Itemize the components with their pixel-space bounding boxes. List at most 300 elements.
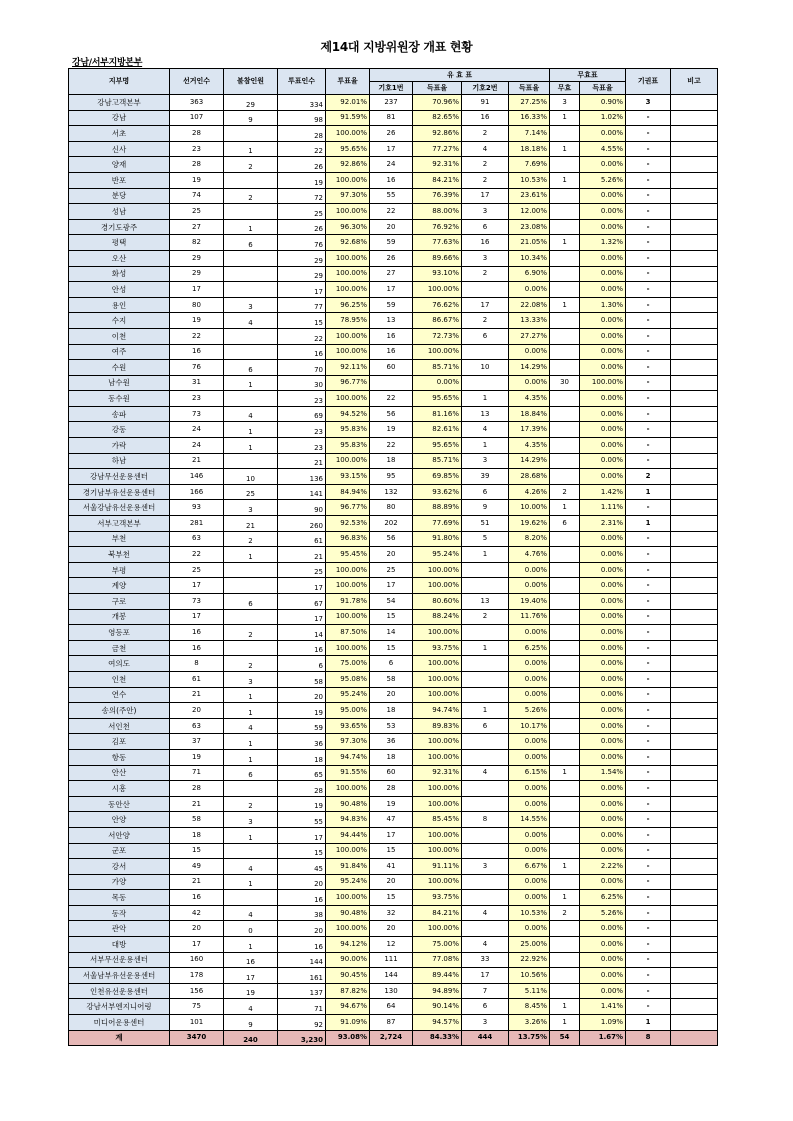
table-row (69, 328, 718, 344)
cell-c1-votes: 17 (370, 578, 413, 594)
cell-abstain: 3 (626, 95, 671, 111)
cell-invalid-rate: 0.00% (580, 734, 626, 750)
cell-invalid-rate: 0.00% (580, 547, 626, 563)
cell-voters: 136 (278, 469, 326, 485)
cell-voters: 16 (278, 344, 326, 360)
cell-note (671, 95, 718, 111)
cell-c2-votes: 17 (462, 297, 509, 313)
cell-invalid-votes (550, 547, 580, 563)
cell-invalid-rate: 2.22% (580, 859, 626, 875)
cell-electors: 18 (170, 827, 224, 843)
cell-absent: 17 (224, 968, 278, 984)
cell-invalid-rate: 0.00% (580, 453, 626, 469)
cell-c1-votes: 26 (370, 250, 413, 266)
cell-c2-votes: 1 (462, 640, 509, 656)
cell-branch-name: 안산 (69, 765, 170, 781)
cell-note (671, 1030, 718, 1046)
cell-invalid-rate: 0.00% (580, 157, 626, 173)
cell-electors: 73 (170, 406, 224, 422)
cell-c1-rate: 84.21% (413, 172, 462, 188)
cell-c2-rate: 10.53% (509, 905, 550, 921)
table-row (69, 188, 718, 204)
cell-electors: 15 (170, 843, 224, 859)
cell-c2-rate: 0.00% (509, 843, 550, 859)
cell-c1-votes: 16 (370, 328, 413, 344)
cell-abstain: - (626, 360, 671, 376)
cell-invalid-votes: 1 (550, 859, 580, 875)
cell-abstain: - (626, 671, 671, 687)
cell-voters: 61 (278, 531, 326, 547)
cell-voters: 55 (278, 812, 326, 828)
cell-note (671, 812, 718, 828)
cell-invalid-votes (550, 188, 580, 204)
cell-c1-votes: 24 (370, 157, 413, 173)
cell-electors: 28 (170, 781, 224, 797)
header-absent: 불참인원 (224, 69, 278, 95)
cell-electors: 166 (170, 484, 224, 500)
cell-invalid-rate: 1.32% (580, 235, 626, 251)
cell-c2-votes: 3 (462, 1015, 509, 1031)
cell-invalid-rate: 0.00% (580, 781, 626, 797)
cell-note (671, 297, 718, 313)
cell-invalid-rate: 0.00% (580, 406, 626, 422)
cell-abstain: - (626, 921, 671, 937)
cell-abstain: - (626, 594, 671, 610)
cell-invalid-votes (550, 157, 580, 173)
cell-invalid-rate: 0.00% (580, 391, 626, 407)
cell-note (671, 484, 718, 500)
cell-voters: 20 (278, 687, 326, 703)
cell-abstain: - (626, 609, 671, 625)
cell-invalid-rate: 1.30% (580, 297, 626, 313)
cell-electors: 29 (170, 250, 224, 266)
cell-c2-votes (462, 796, 509, 812)
cell-voters: 30 (278, 375, 326, 391)
cell-branch-name: 연수 (69, 687, 170, 703)
cell-abstain: - (626, 406, 671, 422)
cell-note (671, 406, 718, 422)
cell-c1-rate: 86.67% (413, 313, 462, 329)
cell-abstain: - (626, 438, 671, 454)
cell-turnout: 91.59% (326, 110, 370, 126)
table-row (69, 126, 718, 142)
cell-c2-rate: 27.25% (509, 95, 550, 111)
cell-c1-rate: 100.00% (413, 656, 462, 672)
table-row (69, 344, 718, 360)
cell-abstain: - (626, 328, 671, 344)
cell-c1-votes: 19 (370, 796, 413, 812)
cell-invalid-votes: 1 (550, 765, 580, 781)
cell-voters: 15 (278, 843, 326, 859)
table-row (69, 438, 718, 454)
cell-branch-name: 미디어운용센터 (69, 1015, 170, 1031)
cell-c1-rate: 93.75% (413, 890, 462, 906)
table-row (69, 157, 718, 173)
cell-electors: 49 (170, 859, 224, 875)
cell-invalid-votes (550, 952, 580, 968)
cell-c2-votes: 4 (462, 422, 509, 438)
cell-invalid-votes (550, 734, 580, 750)
cell-voters: 28 (278, 126, 326, 142)
cell-voters: 260 (278, 516, 326, 532)
table-row (69, 235, 718, 251)
cell-electors: 178 (170, 968, 224, 984)
cell-abstain: 1 (626, 484, 671, 500)
cell-c1-votes: 95 (370, 469, 413, 485)
cell-branch-name: 서초 (69, 126, 170, 142)
cell-electors: 42 (170, 905, 224, 921)
cell-branch-name: 계양 (69, 578, 170, 594)
cell-c2-votes: 1 (462, 547, 509, 563)
cell-electors: 93 (170, 500, 224, 516)
cell-branch-name: 계 (69, 1030, 170, 1046)
cell-abstain: - (626, 874, 671, 890)
cell-c1-votes: 80 (370, 500, 413, 516)
header-turnout: 투표율 (326, 69, 370, 95)
cell-c2-votes: 4 (462, 937, 509, 953)
cell-invalid-rate: 4.55% (580, 141, 626, 157)
cell-c1-rate: 100.00% (413, 344, 462, 360)
cell-absent: 3 (224, 297, 278, 313)
cell-c2-rate: 0.00% (509, 921, 550, 937)
cell-voters: 16 (278, 640, 326, 656)
cell-c2-rate: 0.00% (509, 749, 550, 765)
cell-abstain: - (626, 687, 671, 703)
cell-c1-votes: 87 (370, 1015, 413, 1031)
cell-c1-votes: 22 (370, 204, 413, 220)
cell-branch-name: 시흥 (69, 781, 170, 797)
cell-invalid-votes (550, 687, 580, 703)
cell-abstain: 1 (626, 516, 671, 532)
table-row (69, 219, 718, 235)
cell-abstain: 2 (626, 469, 671, 485)
cell-c1-rate: 91.80% (413, 531, 462, 547)
table-row (69, 110, 718, 126)
cell-abstain: - (626, 172, 671, 188)
cell-c1-votes: 17 (370, 827, 413, 843)
cell-abstain: - (626, 297, 671, 313)
cell-absent: 3 (224, 671, 278, 687)
cell-c1-votes: 17 (370, 141, 413, 157)
cell-abstain: - (626, 422, 671, 438)
cell-voters: 67 (278, 594, 326, 610)
cell-absent (224, 172, 278, 188)
cell-turnout: 95.83% (326, 422, 370, 438)
cell-absent (224, 562, 278, 578)
cell-c1-rate: 0.00% (413, 375, 462, 391)
cell-abstain: - (626, 531, 671, 547)
cell-voters: 6 (278, 656, 326, 672)
cell-invalid-rate: 0.00% (580, 656, 626, 672)
cell-note (671, 157, 718, 173)
cell-turnout: 95.24% (326, 874, 370, 890)
cell-absent: 21 (224, 516, 278, 532)
cell-c1-rate: 77.69% (413, 516, 462, 532)
cell-branch-name: 이천 (69, 328, 170, 344)
cell-invalid-votes: 2 (550, 905, 580, 921)
table-row (69, 968, 718, 984)
table-row (69, 812, 718, 828)
cell-absent (224, 640, 278, 656)
cell-abstain: 8 (626, 1030, 671, 1046)
cell-note (671, 204, 718, 220)
cell-invalid-rate: 0.00% (580, 469, 626, 485)
cell-absent (224, 204, 278, 220)
cell-c1-votes: 32 (370, 905, 413, 921)
cell-note (671, 749, 718, 765)
cell-invalid-rate: 0.00% (580, 282, 626, 298)
cell-electors: 31 (170, 375, 224, 391)
cell-c2-votes: 1 (462, 391, 509, 407)
table-row (69, 781, 718, 797)
cell-absent: 19 (224, 983, 278, 999)
cell-branch-name: 대방 (69, 937, 170, 953)
cell-abstain: - (626, 250, 671, 266)
cell-c1-rate: 95.65% (413, 438, 462, 454)
table-row (69, 640, 718, 656)
cell-c1-rate: 88.24% (413, 609, 462, 625)
cell-voters: 14 (278, 625, 326, 641)
cell-c2-votes (462, 874, 509, 890)
cell-abstain: - (626, 500, 671, 516)
cell-invalid-rate: 1.67% (580, 1030, 626, 1046)
cell-invalid-rate: 0.00% (580, 749, 626, 765)
cell-invalid-rate: 0.00% (580, 703, 626, 719)
cell-note (671, 859, 718, 875)
table-row (69, 516, 718, 532)
table-row (69, 422, 718, 438)
table-row (69, 703, 718, 719)
cell-c1-rate: 100.00% (413, 921, 462, 937)
cell-turnout: 96.83% (326, 531, 370, 547)
cell-voters: 38 (278, 905, 326, 921)
cell-electors: 22 (170, 328, 224, 344)
cell-invalid-rate: 0.00% (580, 188, 626, 204)
cell-c1-rate: 76.92% (413, 219, 462, 235)
cell-turnout: 87.50% (326, 625, 370, 641)
cell-c2-rate: 19.40% (509, 594, 550, 610)
cell-electors: 19 (170, 313, 224, 329)
table-row (69, 687, 718, 703)
cell-abstain: - (626, 453, 671, 469)
cell-c1-rate: 85.71% (413, 360, 462, 376)
cell-c1-votes: 17 (370, 282, 413, 298)
cell-turnout: 100.00% (326, 250, 370, 266)
cell-voters: 22 (278, 328, 326, 344)
cell-c1-rate: 100.00% (413, 734, 462, 750)
cell-invalid-votes (550, 671, 580, 687)
cell-c1-votes: 19 (370, 422, 413, 438)
cell-branch-name: 강남서부엔지니어링 (69, 999, 170, 1015)
cell-invalid-votes (550, 968, 580, 984)
cell-c2-votes (462, 749, 509, 765)
cell-abstain: - (626, 734, 671, 750)
cell-c2-rate: 28.68% (509, 469, 550, 485)
cell-electors: 28 (170, 126, 224, 142)
cell-invalid-votes (550, 313, 580, 329)
cell-c1-votes: 60 (370, 360, 413, 376)
cell-abstain: - (626, 890, 671, 906)
cell-branch-name: 군포 (69, 843, 170, 859)
table-body (69, 95, 718, 1046)
cell-invalid-votes (550, 126, 580, 142)
table-row (69, 937, 718, 953)
cell-invalid-rate: 0.00% (580, 983, 626, 999)
cell-branch-name: 부평 (69, 562, 170, 578)
cell-invalid-rate: 0.00% (580, 531, 626, 547)
cell-electors: 20 (170, 703, 224, 719)
cell-c1-rate: 82.65% (413, 110, 462, 126)
cell-c2-rate: 4.35% (509, 391, 550, 407)
cell-c1-votes: 111 (370, 952, 413, 968)
cell-electors: 16 (170, 344, 224, 360)
cell-c1-votes: 13 (370, 313, 413, 329)
cell-electors: 71 (170, 765, 224, 781)
cell-voters: 65 (278, 765, 326, 781)
cell-abstain: - (626, 703, 671, 719)
table-row (69, 765, 718, 781)
cell-invalid-rate: 0.00% (580, 328, 626, 344)
cell-voters: 98 (278, 110, 326, 126)
cell-c2-votes (462, 687, 509, 703)
table-row (69, 406, 718, 422)
cell-absent (224, 126, 278, 142)
cell-c1-rate: 94.57% (413, 1015, 462, 1031)
cell-note (671, 687, 718, 703)
cell-invalid-votes (550, 921, 580, 937)
cell-c1-rate: 76.39% (413, 188, 462, 204)
cell-invalid-rate: 1.54% (580, 765, 626, 781)
cell-voters: 36 (278, 734, 326, 750)
cell-invalid-votes (550, 656, 580, 672)
table-row (69, 796, 718, 812)
cell-c1-rate: 95.24% (413, 547, 462, 563)
cell-turnout: 94.83% (326, 812, 370, 828)
cell-c2-votes: 3 (462, 250, 509, 266)
cell-invalid-rate: 0.00% (580, 827, 626, 843)
cell-absent (224, 578, 278, 594)
cell-c2-rate: 0.00% (509, 781, 550, 797)
cell-invalid-rate: 0.00% (580, 937, 626, 953)
cell-c2-rate: 12.00% (509, 204, 550, 220)
cell-c2-rate: 21.05% (509, 235, 550, 251)
cell-c1-rate: 95.65% (413, 391, 462, 407)
cell-abstain: - (626, 765, 671, 781)
cell-absent: 1 (224, 547, 278, 563)
table-row (69, 827, 718, 843)
cell-voters: 19 (278, 172, 326, 188)
cell-note (671, 235, 718, 251)
header-c1-rate: 득표율 (413, 82, 462, 95)
cell-c1-votes: 20 (370, 874, 413, 890)
cell-invalid-votes (550, 625, 580, 641)
cell-c2-rate: 5.11% (509, 983, 550, 999)
cell-electors: 22 (170, 547, 224, 563)
cell-turnout: 90.45% (326, 968, 370, 984)
cell-note (671, 874, 718, 890)
cell-invalid-rate: 0.00% (580, 843, 626, 859)
cell-c2-rate: 0.00% (509, 578, 550, 594)
cell-note (671, 656, 718, 672)
cell-electors: 25 (170, 204, 224, 220)
cell-invalid-votes: 6 (550, 516, 580, 532)
cell-invalid-votes (550, 796, 580, 812)
cell-note (671, 110, 718, 126)
cell-invalid-rate: 0.00% (580, 126, 626, 142)
cell-invalid-votes (550, 531, 580, 547)
cell-abstain: - (626, 375, 671, 391)
cell-c2-rate: 6.15% (509, 765, 550, 781)
cell-c2-rate: 0.00% (509, 375, 550, 391)
table-row (69, 172, 718, 188)
cell-absent: 2 (224, 656, 278, 672)
cell-absent: 3 (224, 812, 278, 828)
cell-c2-rate: 10.56% (509, 968, 550, 984)
cell-electors: 19 (170, 749, 224, 765)
cell-voters: 18 (278, 749, 326, 765)
cell-turnout: 92.01% (326, 95, 370, 111)
cell-voters: 17 (278, 578, 326, 594)
cell-c1-votes: 25 (370, 562, 413, 578)
cell-c1-votes: 18 (370, 749, 413, 765)
page-title: 제14대 지방위원장 개표 현황 (320, 40, 473, 54)
table-row (69, 391, 718, 407)
cell-invalid-votes (550, 422, 580, 438)
cell-c2-votes: 2 (462, 126, 509, 142)
cell-note (671, 188, 718, 204)
cell-c1-votes: 12 (370, 937, 413, 953)
cell-c2-votes: 9 (462, 500, 509, 516)
cell-c2-rate: 17.39% (509, 422, 550, 438)
cell-c1-votes: 20 (370, 219, 413, 235)
cell-electors: 17 (170, 937, 224, 953)
cell-c2-rate: 27.27% (509, 328, 550, 344)
cell-absent: 1 (224, 687, 278, 703)
cell-voters: 23 (278, 438, 326, 454)
table-row (69, 983, 718, 999)
cell-voters: 16 (278, 890, 326, 906)
cell-absent: 1 (224, 749, 278, 765)
table-row (69, 594, 718, 610)
cell-electors: 58 (170, 812, 224, 828)
cell-invalid-rate: 0.00% (580, 609, 626, 625)
table-row (69, 734, 718, 750)
cell-c1-rate: 80.60% (413, 594, 462, 610)
cell-branch-name: 가양 (69, 874, 170, 890)
cell-absent: 1 (224, 219, 278, 235)
cell-invalid-votes (550, 250, 580, 266)
cell-electors: 8 (170, 656, 224, 672)
cell-abstain: - (626, 749, 671, 765)
cell-abstain: - (626, 391, 671, 407)
cell-c1-rate: 100.00% (413, 625, 462, 641)
cell-electors: 156 (170, 983, 224, 999)
cell-branch-name: 송파 (69, 406, 170, 422)
cell-c1-votes (370, 375, 413, 391)
cell-c2-votes: 2 (462, 313, 509, 329)
cell-branch-name: 부천 (69, 531, 170, 547)
cell-abstain: - (626, 968, 671, 984)
cell-abstain: - (626, 983, 671, 999)
cell-voters: 15 (278, 313, 326, 329)
cell-invalid-votes (550, 640, 580, 656)
cell-invalid-rate: 0.00% (580, 266, 626, 282)
cell-electors: 146 (170, 469, 224, 485)
cell-invalid-votes (550, 438, 580, 454)
cell-electors: 37 (170, 734, 224, 750)
cell-invalid-votes: 54 (550, 1030, 580, 1046)
cell-turnout: 100.00% (326, 126, 370, 142)
